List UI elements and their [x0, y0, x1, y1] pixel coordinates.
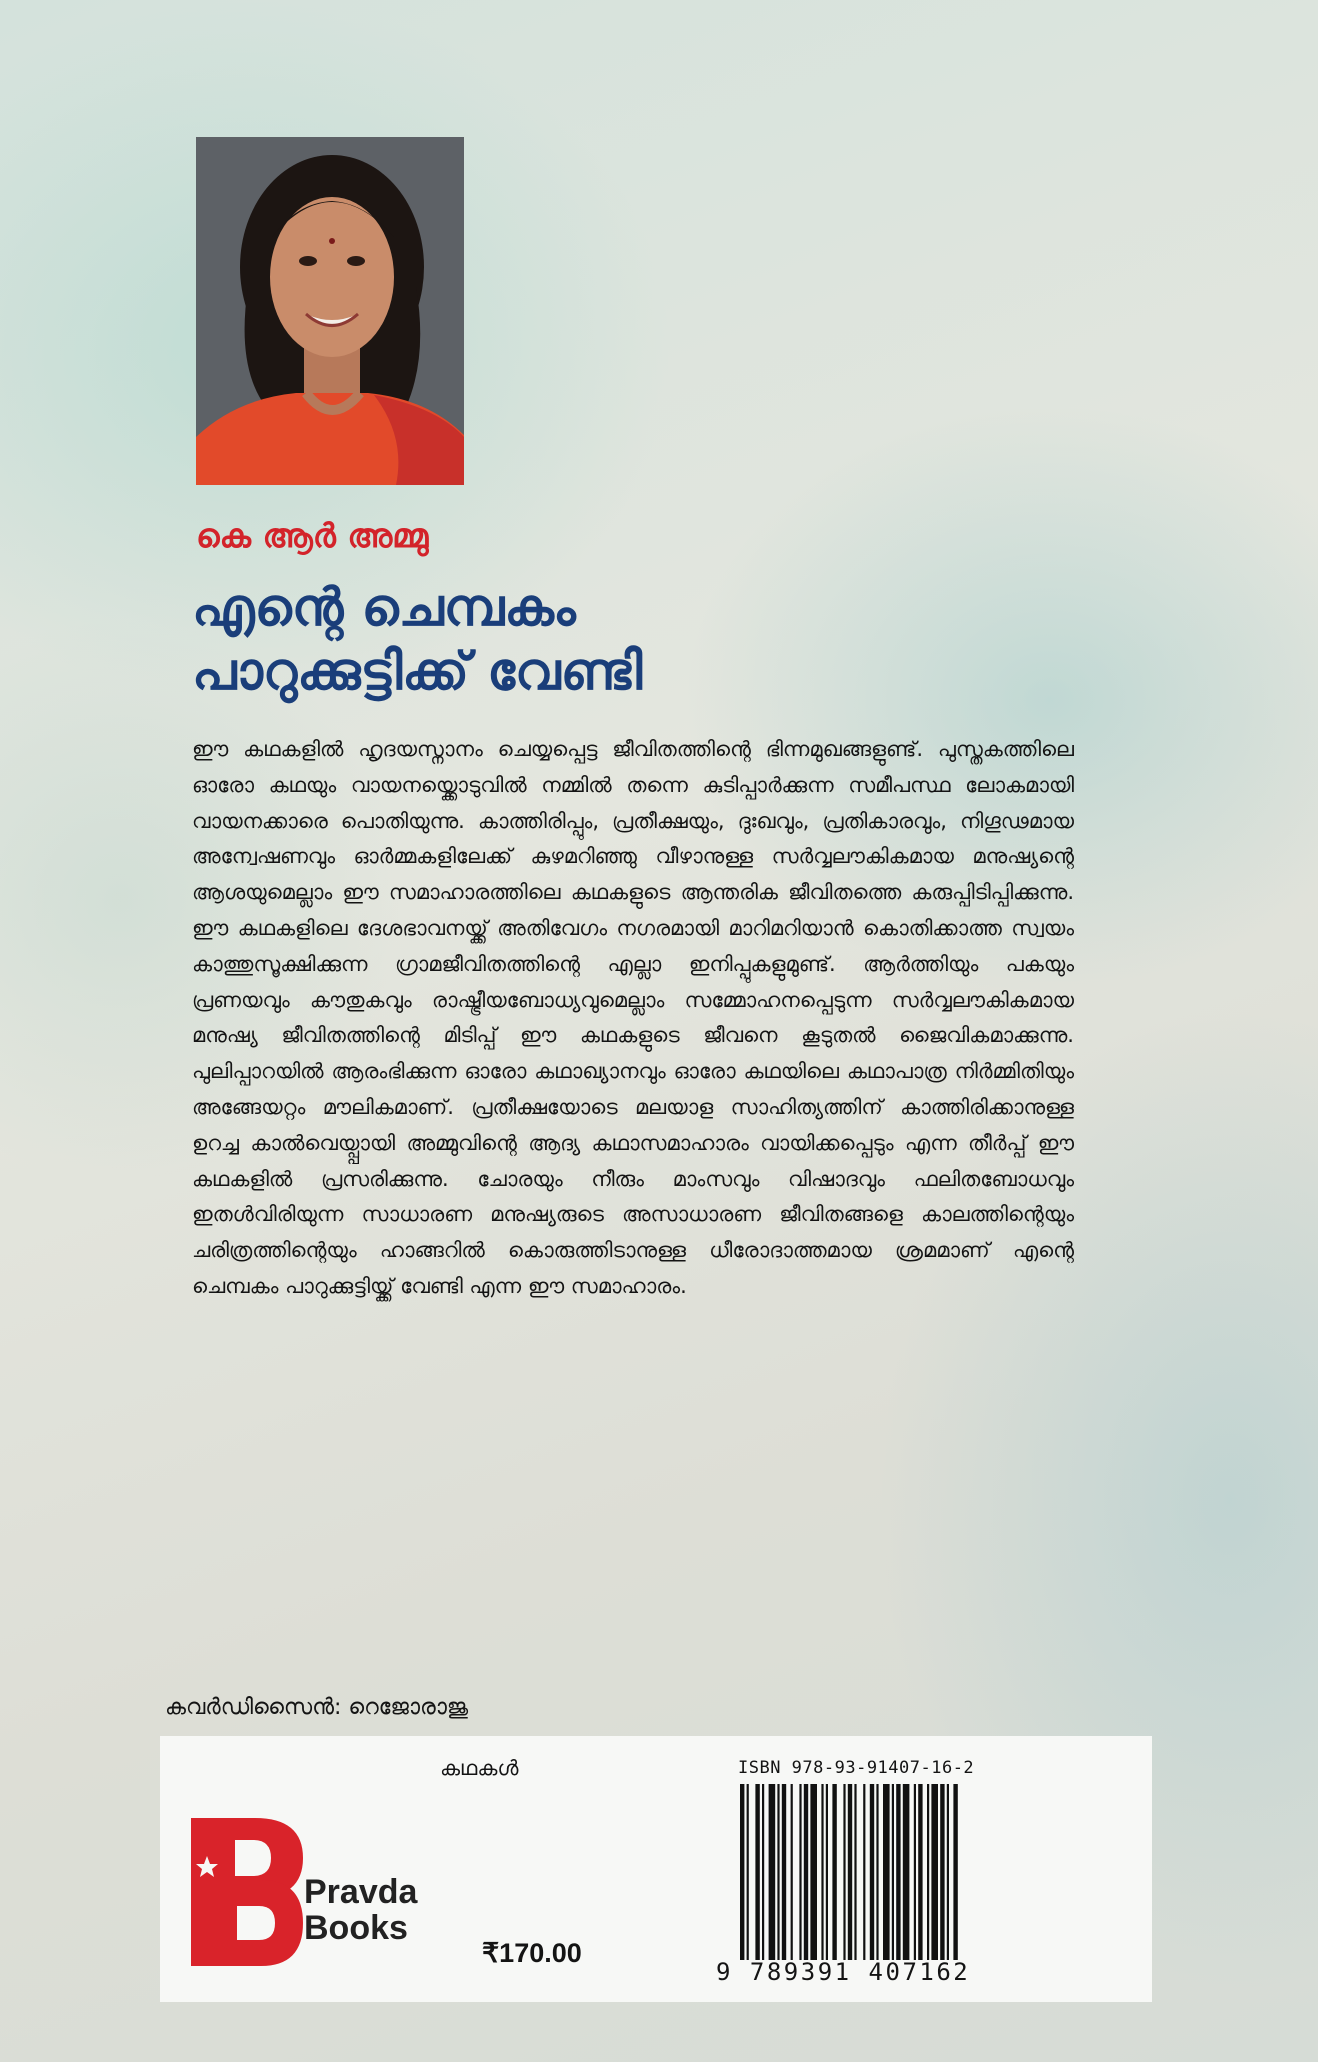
barcode-graphic [738, 1784, 1128, 1960]
publisher-panel [160, 1736, 1152, 2002]
cover-design-credit: കവർഡിസൈൻ: റെജോരാജു [165, 1695, 469, 1720]
pravda-logo-icon [191, 1818, 303, 1966]
publisher-name-line-2: Books [304, 1909, 408, 1947]
publisher-name-line-1: Pravda [304, 1873, 418, 1911]
genre-label: കഥകൾ [440, 1756, 519, 1780]
book-title-line-1: എന്റെ ചെമ്പകം [192, 578, 576, 638]
book-blurb: ഈ കഥകളിൽ ഹൃദയസ്നാനം ചെയ്യപ്പെട്ട ജീവിതത്തിന്റെ ഭിന്നമുഖങ്ങളുണ്ട്. പുസ്തകത്തിലെ ഓരോ കഥയും വായനയ്ക്കൊടുവിൽ നമ്മിൽ തന്നെ കുടിപ്പാർക്കുന്ന സമീപസ്ഥ ലോകമായി വായനക്കാരെ പൊതിയുന്നു. കാത്തിരിപ്പും, പ്രതീക്ഷയും, ദുഃഖവും, പ്രതികാരവും, നിഗൂഢമായ അന്വേഷണവും ഓർമ്മകളിലേക്ക് കുഴമറിഞ്ഞു വീഴാനുള്ള സർവ്വലൗകികമായ മനുഷ്യന്റെ ആശയുമെല്ലാം ഈ സമാഹാരത്തിലെ കഥകളുടെ ആന്തരിക ജീവിതത്തെ കരുപ്പിടിപ്പിക്കുന്നു. ഈ കഥകളിലെ ദേശഭാവനയ്ക്ക് അതിവേഗം നഗരമായി മാറിമറിയാൻ കൊതിക്കാത്ത സ്വയം കാത്തുസൂക്ഷിക്കുന്ന ഗ്രാമജീവിതത്തിന്റെ എല്ലാ ഇനിപ്പുകളുമുണ്ട്. ആർത്തിയും പകയും പ്രണയവും കൗതുകവും രാഷ്ട്രീയബോധ്യവുമെല്ലാം സമ്മോഹനപ്പെടുന്ന സർവ്വലൗകികമായ മനുഷ്യ ജീവിതത്തിന്റെ മിടിപ്പ് ഈ കഥകളുടെ ജീവനെ കൂടുതൽ ജൈവികമാക്കുന്നു. പുലിപ്പാറയിൽ ആരംഭിക്കുന്ന ഓരോ കഥാഖ്യാനവും ഓരോ കഥയിലെ കഥാപാത്ര നിർമ്മിതിയും അങ്ങേയറ്റം മൗലികമാണ്. പ്രതീക്ഷയോടെ മലയാള സാഹിത്യത്തിന് കാത്തിരിക്കാനുള്ള ഉറച്ച കാൽവെയ്പ്പായി അമ്മുവിന്റെ ആദ്യ കഥാസമാഹാരം വായിക്കപ്പെടും എന്ന തീർപ്പ് ഈ കഥകളിൽ പ്രസരിക്കുന്നു. ചോരയും നീരും മാംസവും വിഷാദവും ഫലിതബോധവും ഇതൾവിരിയുന്ന സാധാരണ മനുഷ്യരുടെ അസാധാരണ ജീവിതങ്ങളെ കാലത്തിന്റെയും ചരിത്രത്തിന്റെയും ഹാങ്ങറിൽ കൊരുത്തിടാനുള്ള ധീരോദാത്തമായ ശ്രമമാണ് എന്റെ ചെമ്പകം പാറുക്കുട്ടിയ്ക്ക് വേണ്ടി എന്ന ഈ സമാഹാരം. [192, 737, 1074, 1298]
book-title-line-2: പാറുക്കുട്ടിക്ക് വേണ്ടി [192, 642, 643, 702]
isbn-label: ISBN 978-93-91407-16-2 [738, 1758, 975, 1778]
author-name: കെ ആർ അമ്മു [196, 516, 429, 555]
author-photo [196, 137, 464, 485]
price-label: ₹170.00 [482, 1938, 582, 1968]
publisher-name [304, 1874, 417, 1946]
barcode-number: 9 789391 407162 [716, 1958, 971, 1986]
book-title [192, 576, 912, 704]
